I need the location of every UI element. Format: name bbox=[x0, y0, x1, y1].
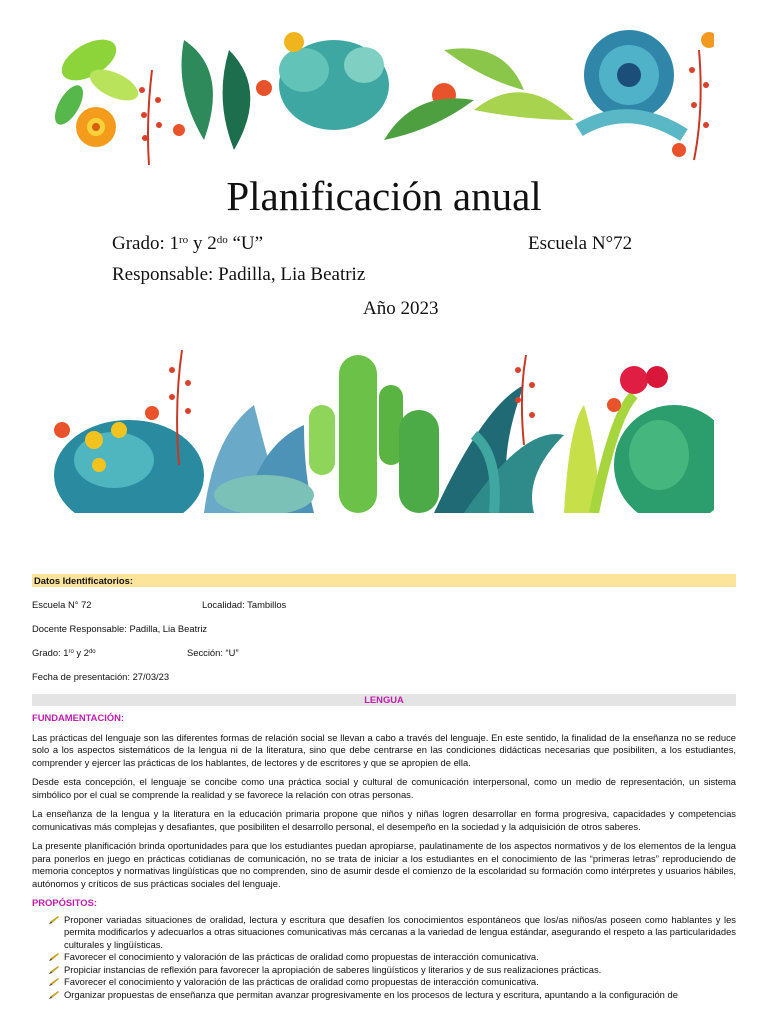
datos-identificatorios-heading: Datos Identificatorios: bbox=[32, 574, 736, 587]
list-item: Propiciar instancias de reflexión para favorecer la apropiación de saberes lingüísticos y literarios y de sus realizaciones prácticas. bbox=[48, 964, 736, 977]
round-green-cactus-red-flower bbox=[607, 366, 714, 513]
red-berry-stem bbox=[139, 70, 162, 165]
fundamentacion-paragraph: La presente planificación brinda oportunidades para que los estudiantes puedan apropiarse, paulatinamente de los aspectos normativos y de los elementos de la lengua para ponerlos en juego en prácticas cotidianas de comunicación, no se trata de iniciar a los estudiantes en el conocimiento de las “primeras letras” reproduciendo de memoria conceptos y normativas lingüísticas que no comprenden, sino de asumir desde el comienzo de la escolaridad su formación como intérpretes y usuarios hábiles, autónomos y críticos de sus prácticas sociales del lenguaje. bbox=[32, 840, 736, 889]
fundamentacion-paragraph: La enseñanza de la lengua y la literatura en la educación primaria propone que niños y niñas logren desarrollar en forma progresiva, capacidades y competencias comunicativas más complejas y desafiantes, que posibiliten el desarrollo personal, el desempeño en la sociedad y la adquisición de otros saberes. bbox=[32, 808, 736, 832]
pencil-bullet-icon bbox=[48, 977, 60, 987]
top-floral-banner bbox=[54, 30, 714, 170]
fundamentacion-heading: FUNDAMENTACIÓN: bbox=[32, 712, 125, 723]
propositos-list bbox=[32, 914, 736, 1002]
pencil-bullet-icon bbox=[48, 952, 60, 962]
list-item: Organizar propuestas de enseñanza que permitan avanzar progresivamente en los procesos de lectura y escritura, apuntando a la configuración de bbox=[48, 989, 736, 1002]
list-item: Favorecer el conocimiento y valoración de las prácticas de oralidad como propuestas de interacción comunicativa. bbox=[48, 976, 736, 989]
pencil-bullet-icon bbox=[48, 990, 60, 1000]
aloe-leaves bbox=[384, 48, 574, 140]
docente-value: Docente Responsable: Padilla, Lia Beatriz bbox=[32, 623, 208, 634]
dark-leaf bbox=[182, 40, 251, 150]
blue-agave bbox=[204, 405, 314, 513]
fundamentacion-paragraph: Desde esta concepción, el lenguaje se concibe como una práctica social y cultural de comunicación interpersonal, como un medio de representación, un sistema simbólico por el cual se comprende la realidad y se favorece la relación con otras personas. bbox=[32, 776, 736, 800]
cover-grado: Grado: $1^{ro}$ y $2^{do}$ “U” bbox=[112, 233, 264, 254]
blue-succulent bbox=[579, 30, 684, 135]
orange-flower bbox=[76, 107, 116, 147]
cover-responsable: Responsable: Padilla, Lia Beatriz bbox=[112, 264, 366, 285]
escuela-value: Escuela N° 72 bbox=[32, 599, 92, 610]
fundamentacion-paragraph: Las prácticas del lenguaje son las diferentes formas de relación social se llevan a cabo a través del lenguaje. En este sentido, la finalidad de la enseñanza no se reduce solo a los aspectos sistemáticos de la lengua ni de la literatura, sino que debe centrarse en las condiciones didácticas necesarias que posibiliten, a los estudiantes, comprender y ejercer las prácticas de los hablantes, de lectores y de escritores y que se apropien de ella. bbox=[32, 731, 736, 768]
list-item: Proponer variadas situaciones de oralidad, lectura y escritura que desafíen los conocimientos espontáneos que los/as niños/as poseen como hablantes y les permita modificarlos y adecuarlos a otras situaciones comunicativas más cercanas a la variedad de lengua estándar, asegurando el respeto a las particularidades culturales y lingüísticas. bbox=[48, 914, 736, 952]
propositos-heading: PROPÓSITOS: bbox=[32, 897, 97, 908]
bottom-cactus-banner bbox=[54, 345, 714, 513]
area-lengua-bar: LENGUA bbox=[32, 694, 736, 706]
pencil-bullet-icon bbox=[48, 965, 60, 975]
planning-document bbox=[32, 574, 736, 1001]
cover-year: Año 2023 bbox=[363, 298, 439, 319]
dark-agave bbox=[434, 385, 564, 513]
teal-round-cactus bbox=[54, 420, 204, 513]
grado-value: Grado: $1^{ro}$ y $2^{do}$ bbox=[32, 647, 96, 658]
ident-row-docente bbox=[32, 622, 736, 635]
localidad-value: Localidad: Tambillos bbox=[202, 599, 287, 610]
list-item: Favorecer el conocimiento y valoración de las prácticas de oralidad como propuestas de interacción comunicativa. bbox=[48, 951, 736, 964]
fecha-value: Fecha de presentación: 27/03/23 bbox=[32, 671, 170, 682]
ident-row-fecha bbox=[32, 670, 736, 683]
red-berry-stem-right bbox=[672, 32, 714, 160]
document-title: Planificación anual bbox=[226, 173, 542, 219]
seccion-value: Sección: “U” bbox=[187, 647, 239, 658]
pencil-bullet-icon bbox=[48, 915, 60, 925]
tall-green-cactus bbox=[309, 355, 439, 513]
ident-row-grado bbox=[32, 646, 736, 659]
ident-row-escuela bbox=[32, 598, 736, 611]
teal-cactus bbox=[279, 32, 389, 130]
cover-escuela: Escuela N°72 bbox=[528, 233, 633, 254]
red-berry-stem-middle bbox=[515, 355, 535, 445]
